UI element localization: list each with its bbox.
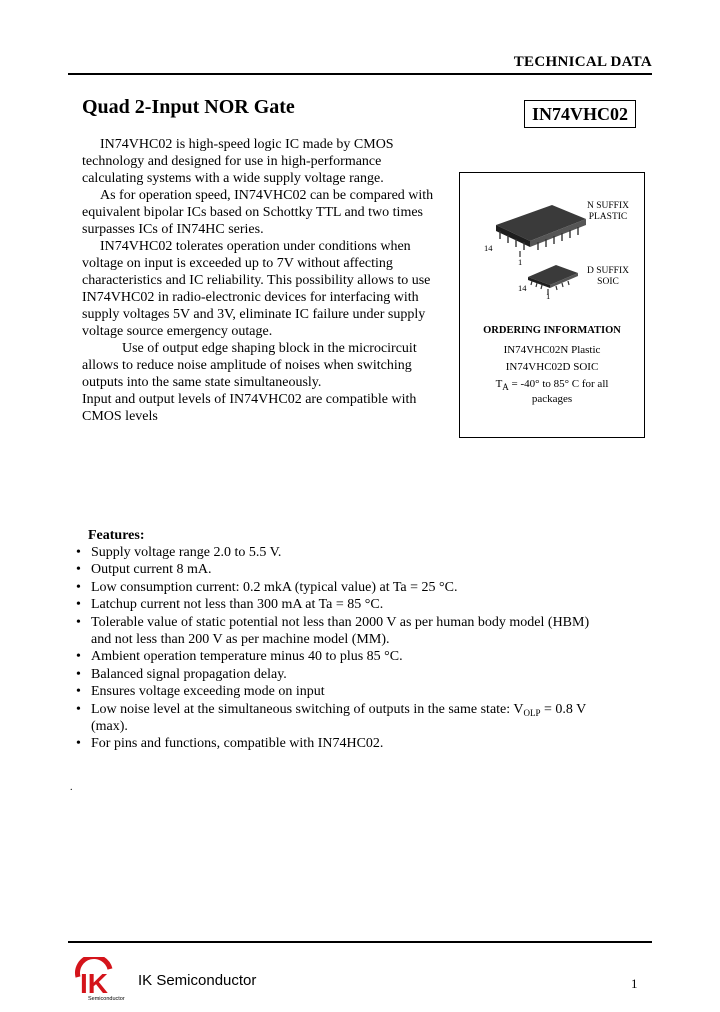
stray-mark: . [70, 782, 73, 793]
intro-paragraph: Use of output edge shaping block in the microcircuit allows to reduce noise amplitude of noises when switching outputs into the same state simultaneously. [82, 341, 417, 390]
intro-paragraph: Input and output levels of IN74VHC02 are compatible with CMOS levels [82, 392, 417, 424]
d-suffix-label: D SUFFIX SOIC [587, 266, 629, 287]
list-item: • Ambient operation temperature minus 40 to plus 85 °C. [74, 648, 609, 665]
header-rule [68, 73, 652, 75]
pin-1-label: 1 [518, 257, 523, 267]
ordering-d-line: IN74VHC02D SOIC [505, 361, 599, 373]
ordering-title: ORDERING INFORMATION [483, 325, 621, 336]
list-item: • Tolerable value of static potential not less than 2000 V as per human body model (HBM) and not less than 200 V as per machine model (MM). [74, 614, 609, 649]
page-number: 1 [631, 976, 638, 991]
svg-text:Semiconductor: Semiconductor [88, 996, 125, 1001]
features-title: Features: [88, 528, 145, 543]
footer-rule [68, 941, 652, 943]
list-item: • Output current 8 mA. [74, 561, 609, 578]
list-item: • Low consumption current: 0.2 mkA (typical value) at Ta = 25 °C. [74, 579, 609, 596]
pin-14-label: 14 [518, 283, 527, 293]
ik-logo-icon [74, 957, 132, 1001]
list-item: • Supply voltage range 2.0 to 5.5 V. [74, 544, 609, 561]
ordering-temp-line: $T_A = -40^\circ$ to 85° C for all [495, 378, 609, 392]
pin-14-label: 14 [484, 243, 493, 253]
package-info-box [459, 172, 645, 438]
features-list [74, 544, 609, 753]
soic-package-icon [522, 261, 584, 295]
list-item: • Latchup current not less than 300 mA at Ta = 85 °C. [74, 596, 609, 613]
list-item: • Low noise level at the simultaneous switching of outputs in the same state: $V_{OLP} = 0.8$ V (max). [74, 701, 609, 736]
document-title: Quad 2-Input NOR Gate [82, 96, 295, 118]
pin-1-label: 1 [546, 291, 551, 301]
n-suffix-label: N SUFFIX PLASTIC [587, 201, 629, 222]
list-item: • For pins and functions, compatible with IN74HC02. [74, 735, 609, 752]
ordering-temp-tail: packages [531, 393, 573, 405]
intro-paragraph: As for operation speed, IN74VHC02 can be compared with equivalent bipolar ICs based on Schottky TTL and two times surpasses ICs of IN74HC series. [82, 188, 434, 237]
intro-paragraph: IN74VHC02 is high-speed logic IC made by CMOS technology and designed for use in high-performance calculating systems with a wide supply voltage range. [82, 137, 394, 186]
list-item: • Ensures voltage exceeding mode on input [74, 683, 609, 700]
part-number-box: IN74VHC02 [524, 100, 636, 128]
svg-text:IK: IK [80, 968, 108, 999]
ordering-n-line: IN74VHC02N Plastic [503, 344, 601, 356]
intro-paragraph: IN74VHC02 tolerates operation under conditions when voltage on input is exceeded up to 7V without affecting characteristics and IC reliability. This possibility allows to use IN74VHC02 in radio-electronic devices for interfacing with supply voltages 5V and 3V, eliminate IC failure under supply voltage source emergency outage. [82, 239, 431, 339]
intro-text [82, 136, 434, 425]
list-item: • Balanced signal propagation delay. [74, 666, 609, 683]
header-label: TECHNICAL DATA [513, 54, 652, 70]
company-name: IK Semiconductor [138, 972, 257, 989]
